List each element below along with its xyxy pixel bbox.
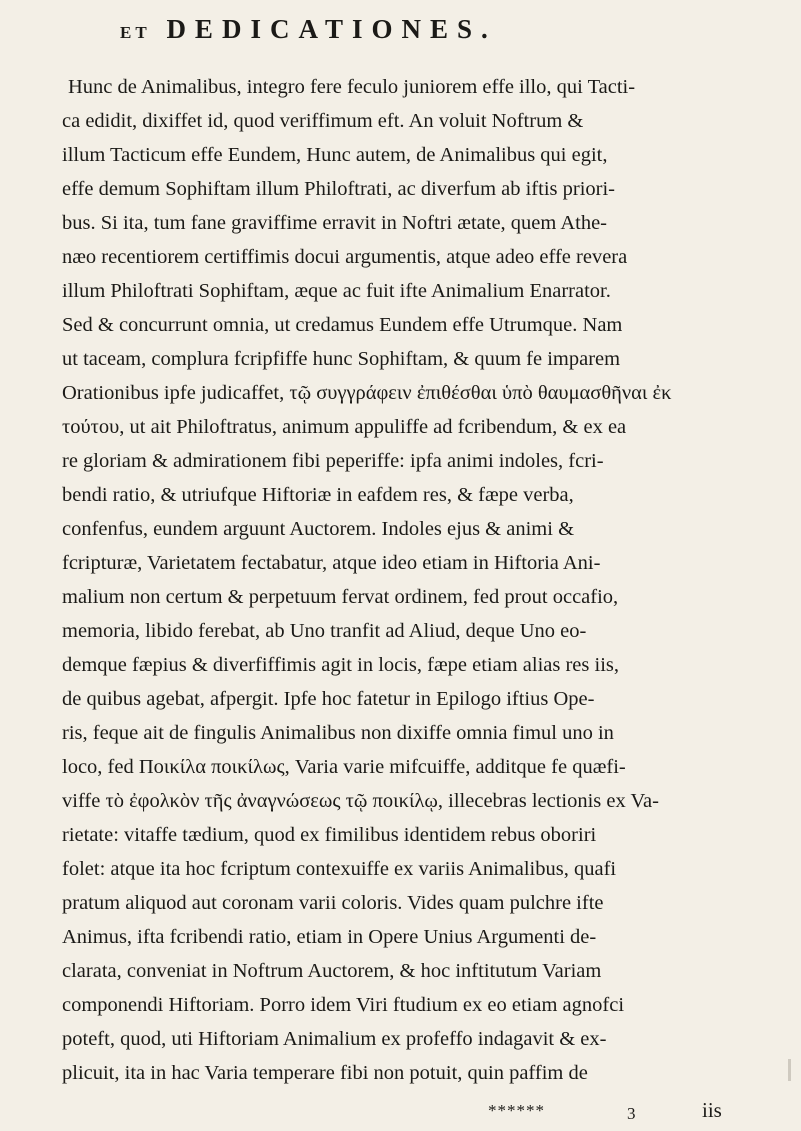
signature-number: 3 xyxy=(627,1104,636,1123)
text-line: de quibus agebat, afpergit. Ipfe hoc fatetur in Epilogo iftius Ope- xyxy=(62,688,595,710)
text-line: illum Philoftrati Sophiftam, æque ac fuit ifte Animalium Enarrator. xyxy=(62,280,611,302)
text-line: confenfus, eundem arguunt Auctorem. Indoles ejus & animi & xyxy=(62,518,575,540)
text-line: malium non certum & perpetuum fervat ordinem, fed prout occafio, xyxy=(62,586,619,608)
signature-mark: ****** xyxy=(488,1101,545,1120)
catchword: iis xyxy=(702,1098,722,1122)
text-line: effe demum Sophiftam illum Philoftrati, ac diverfum ab iftis priori- xyxy=(62,178,615,200)
text-line: ris, feque ait de fingulis Animalibus non dixiffe omnia fimul uno in xyxy=(62,722,614,744)
text-line: illum Tacticum effe Eundem, Hunc autem, de Animalibus qui egit, xyxy=(62,144,608,166)
text-line: næo recentiorem certiffimis docui argumentis, atque adeo effe revera xyxy=(62,246,628,268)
text-line: Hunc de Animalibus, integro fere feculo juniorem effe illo, qui Tacti- xyxy=(68,76,636,98)
text-line: Sed & concurrunt omnia, ut credamus Eundem effe Utrumque. Nam xyxy=(62,314,623,336)
text-line: bendi ratio, & utriufque Hiftoriæ in eafdem res, & fæpe verba, xyxy=(62,484,574,506)
text-line: pratum aliquod aut coronam varii coloris. Vides quam pulchre ifte xyxy=(62,892,604,914)
text-line: folet: atque ita hoc fcriptum contexuiffe ex variis Animalibus, quafi xyxy=(62,858,617,880)
text-line: demque fæpius & diverfiffimis agit in locis, fæpe etiam alias res iis, xyxy=(62,654,620,676)
text-line: bus. Si ita, tum fane graviffime erravit in Noftri ætate, quem Athe- xyxy=(62,212,608,234)
edge-mark xyxy=(788,1059,791,1081)
running-head-prefix: ET xyxy=(120,23,151,42)
text-line: ut taceam, complura fcripfiffe hunc Sophiftam, & quum fe imparem xyxy=(62,348,621,370)
text-line: fcripturæ, Varietatem fectabatur, atque ideo etiam in Hiftoria Ani- xyxy=(62,552,601,574)
text-line: re gloriam & admirationem fibi peperiffe: ipfa animi indoles, fcri- xyxy=(62,450,604,472)
text-line: memoria, libido ferebat, ab Uno tranfit ad Aliud, deque Uno eo- xyxy=(62,620,587,642)
text-line: ca edidit, dixiffet id, quod veriffimum eft. An voluit Noftrum & xyxy=(62,110,584,132)
running-head xyxy=(120,14,760,45)
text-line: rietate: vitaffe tædium, quod ex fimilibus identidem rebus oboriri xyxy=(62,824,597,846)
running-head-title: DEDICATIONES. xyxy=(166,14,497,44)
body-text xyxy=(62,70,782,1090)
text-line: componendi Hiftoriam. Porro idem Viri ftudium ex eo etiam agnofci xyxy=(62,994,625,1016)
text-line: poteft, quod, uti Hiftoriam Animalium ex profeffo indagavit & ex- xyxy=(62,1028,607,1050)
text-line: clarata, conveniat in Noftrum Auctorem, & hoc inftitutum Variam xyxy=(62,960,602,982)
text-line: Animus, ifta fcribendi ratio, etiam in Opere Unius Argumenti de- xyxy=(62,926,597,948)
text-line: viffe τὸ ἐφολκὸν τῆς ἀναγνώσεως τῷ ποικίλῳ, illecebras lectionis ex Va- xyxy=(62,790,659,812)
text-line: Orationibus ipfe judicaffet, τῷ συγγράφειν ἐπιθέσθαι ὑπὸ θαυμασθῆναι ἐκ xyxy=(62,382,672,404)
text-line: plicuit, ita in hac Varia temperare fibi non potuit, quin paffim de xyxy=(62,1062,588,1084)
text-line: loco, fed Ποικίλα ποικίλως, Varia varie mifcuiffe, additque fe quæfi- xyxy=(62,756,626,778)
text-line: τούτου, ut ait Philoftratus, animum appuliffe ad fcribendum, & ex ea xyxy=(62,416,627,438)
